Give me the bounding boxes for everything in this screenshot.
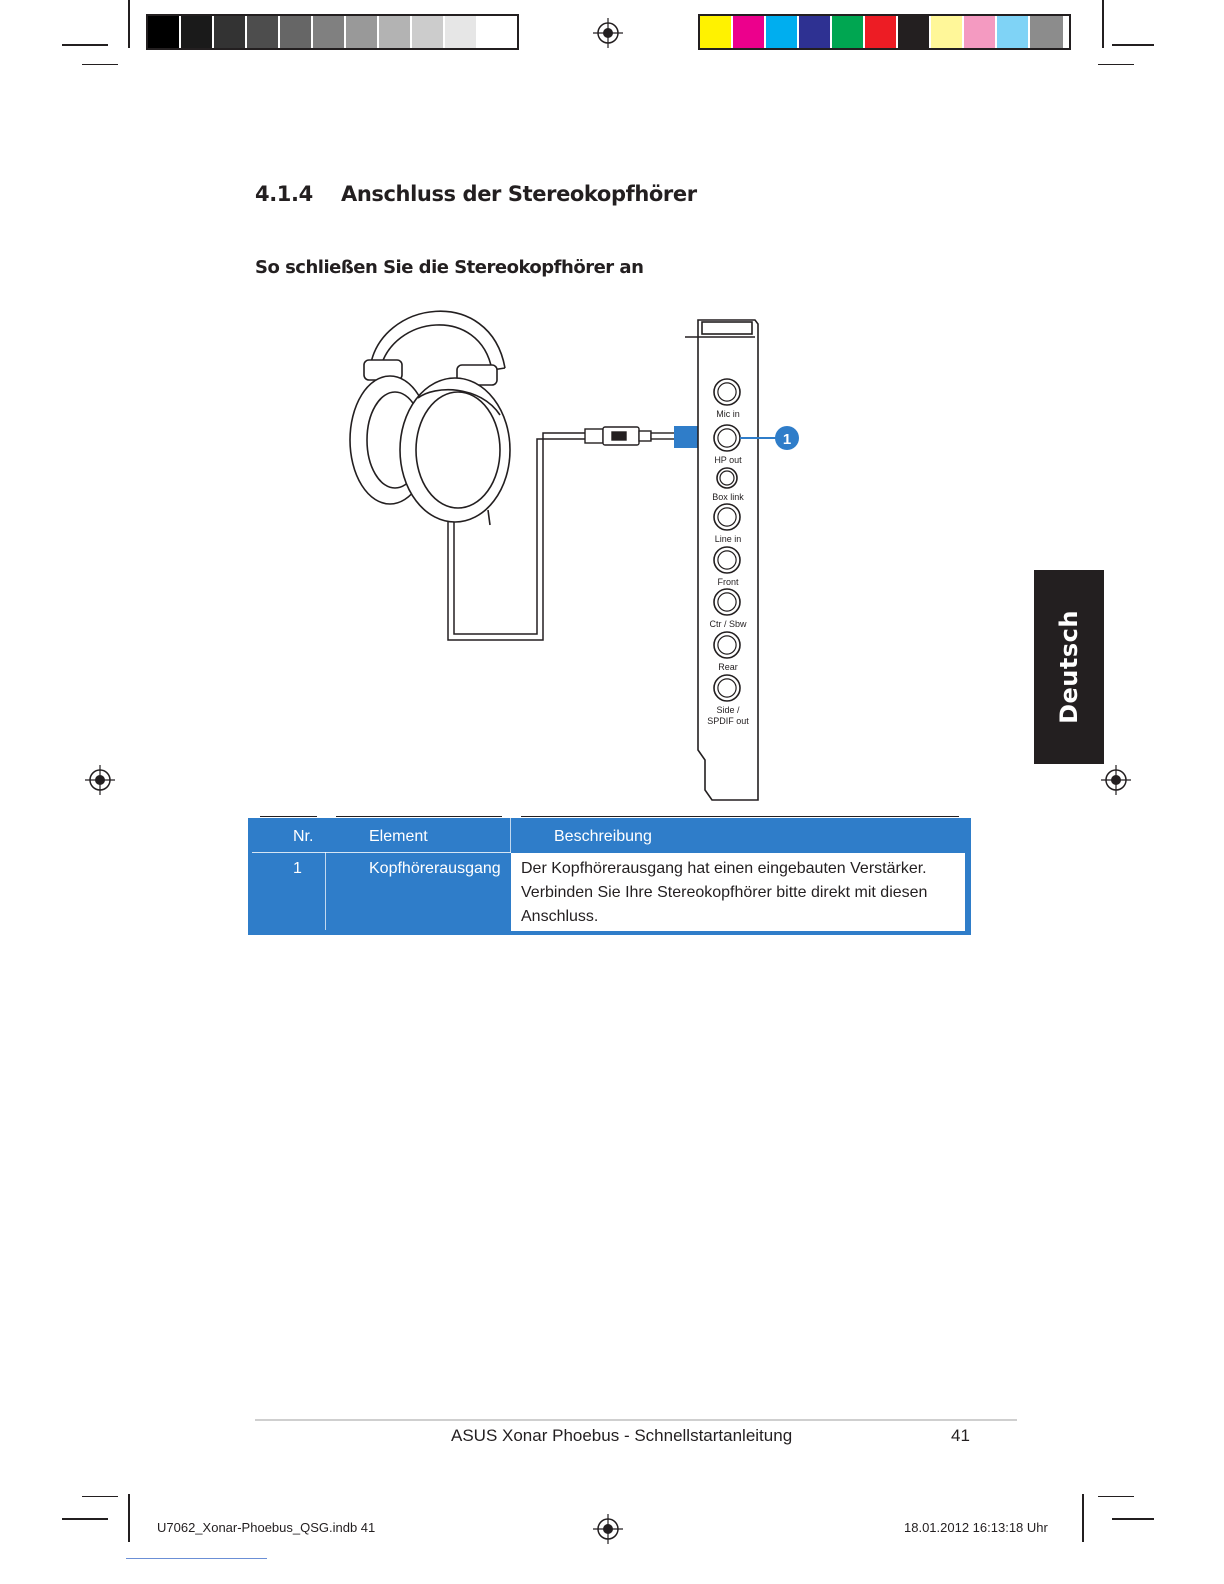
grayscale-swatch [412,16,445,48]
grayscale-swatch [148,16,181,48]
table-top-rule [521,816,959,817]
grayscale-swatch [379,16,412,48]
header-element: Element [369,828,428,845]
crop-mark [1082,1494,1084,1542]
callout-number: 1 [782,431,792,448]
audio-jack-icon [720,471,734,485]
audio-plug [585,427,675,445]
slug-filename: U7062_Xonar-Phoebus_QSG.indb 41 [157,1520,376,1535]
crop-mark [1112,44,1154,46]
grayscale-swatch [280,16,313,48]
slug-timestamp: 18.01.2012 16:13:18 Uhr [904,1520,1048,1535]
row-element: Kopfhörerausgang [369,860,501,877]
footer-rule [255,1419,1017,1421]
grayscale-swatch [445,16,478,48]
page-number: 41 [951,1426,970,1445]
jack-label: Box link [712,492,744,502]
header-description: Beschreibung [554,828,652,845]
grayscale-swatch [313,16,346,48]
process-swatch [964,16,997,48]
grayscale-color-bar [146,14,519,50]
table-divider [510,818,511,853]
section-heading [255,182,697,206]
language-label: Deutsch [1055,610,1083,724]
audio-jack-icon [718,679,736,697]
process-swatch [700,16,733,48]
audio-jack-icon [718,593,736,611]
process-swatch [997,16,1030,48]
audio-jack-icon [718,636,736,654]
section-subtitle: So schließen Sie die Stereokopfhörer an [255,257,644,278]
crop-mark [128,0,130,48]
jack-label: Ctr / Sbw [709,619,747,629]
crop-mark [1098,64,1134,65]
registration-mark-icon [593,1514,623,1544]
section-title: Anschluss der Stereokopfhörer [341,182,697,206]
language-side-tab [1034,570,1104,764]
table-divider [252,852,511,853]
crop-mark [82,64,118,65]
process-swatch [931,16,964,48]
process-swatch [865,16,898,48]
jack-label: Front [717,577,739,587]
process-swatch [733,16,766,48]
section-number: 4.1.4 [255,182,313,206]
audio-jack-icon [718,383,736,401]
process-swatch [832,16,865,48]
jack-label: HP out [714,455,742,465]
table-top-rule [260,816,317,817]
jack-label: Side / [716,705,740,715]
grayscale-swatch [346,16,379,48]
registration-mark-icon [85,765,115,795]
crop-mark [62,1518,108,1520]
audio-jack-icon [718,551,736,569]
table-divider [325,852,326,930]
crop-mark [128,1494,130,1542]
headphones-illustration [350,311,510,525]
footer-title: ASUS Xonar Phoebus - Schnellstartanleitung [451,1426,793,1445]
grayscale-swatch [181,16,214,48]
header-nr: Nr. [293,828,314,845]
crop-mark [62,44,108,46]
table-top-rule [336,816,502,817]
grayscale-swatch [478,16,511,48]
row-description: Der Kopfhörerausgang hat einen eingebauten Verstärker. Verbinden Sie Ihre Stereokopfhörer bitte direkt mit diesen Anschluss. [511,853,965,931]
process-swatch [766,16,799,48]
audio-jack-icon [718,429,736,447]
crop-mark [1098,1496,1134,1497]
grayscale-swatch [247,16,280,48]
headphone-connection-figure [340,290,792,810]
jack-label: Line in [714,534,742,544]
process-swatch [1030,16,1063,48]
registration-mark-icon [1101,765,1131,795]
crop-mark [1112,1518,1154,1520]
grayscale-swatch [214,16,247,48]
process-swatch [799,16,832,48]
jack-label: SPDIF out [707,716,749,726]
audio-jack-icon [718,508,736,526]
registration-mark-icon [593,18,623,48]
slug-underline [126,1558,267,1559]
process-color-bar [698,14,1071,50]
crop-mark [82,1496,118,1497]
process-swatch [898,16,931,48]
crop-mark [1102,0,1104,48]
row-nr: 1 [293,860,302,877]
component-table [248,818,971,935]
jack-label: Rear [718,662,738,672]
jack-label: Mic in [716,409,740,419]
